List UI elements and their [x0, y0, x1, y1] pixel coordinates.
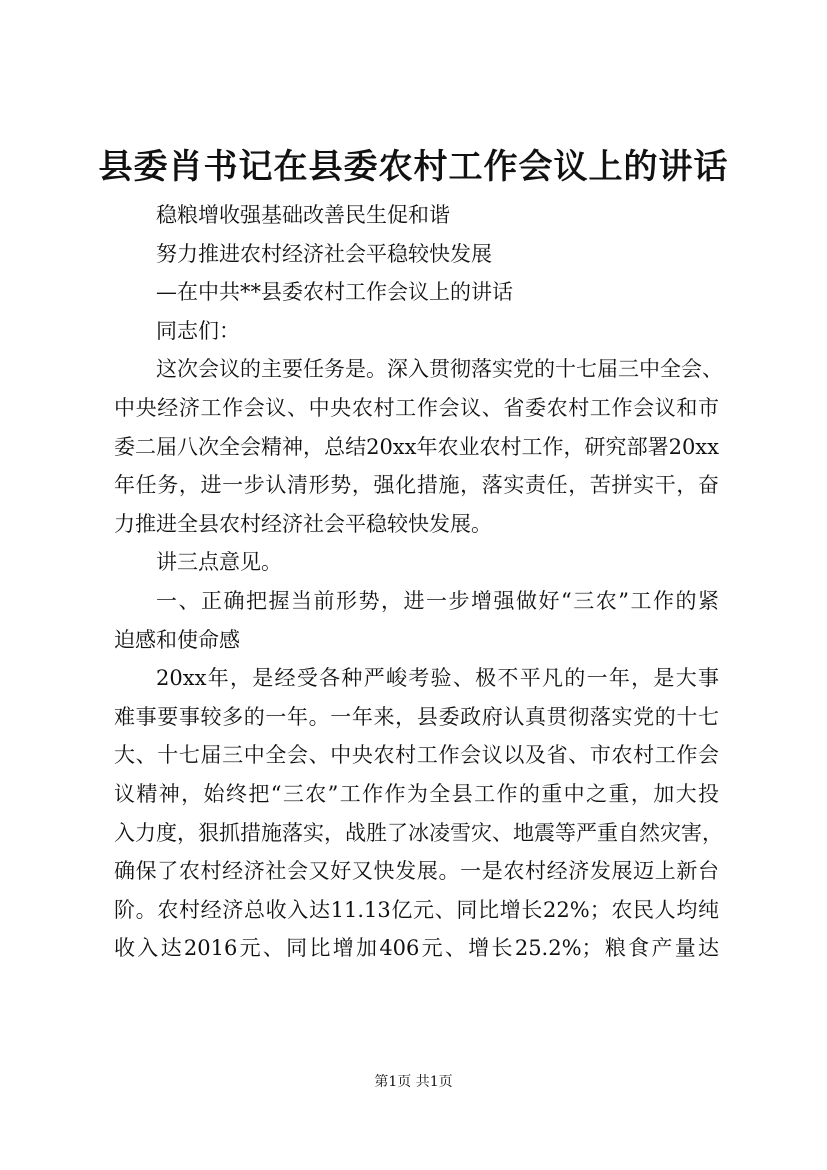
paragraph-line: 这次会议的主要任务是。深入贯彻落实党的十七届三中全会、	[156, 357, 723, 382]
subtitle-line-2: 努力推进农村经济社会平稳较快发展	[156, 241, 492, 266]
paragraph-line: 难事要事较多的一年。一年来，县委政府认真贯彻落实党的十七	[114, 704, 719, 729]
paragraph-line: 阶。农村经济总收入达11.13亿元、同比增长22%；农民人均纯	[114, 897, 719, 922]
subtitle-line-3: —在中共**县委农村工作会议上的讲话	[156, 280, 513, 305]
paragraph-line: 年任务，进一步认清形势，强化措施，落实责任，苦拼实干，奋	[114, 473, 719, 498]
paragraph-line: 入力度，狠抓措施落实，战胜了冰凌雪灾、地震等严重自然灾害，	[114, 820, 723, 845]
paragraph-line: 力推进全县农村经济社会平稳较快发展。	[114, 511, 492, 536]
paragraph-line: 中央经济工作会议、中央农村工作会议、省委农村工作会议和市	[114, 395, 719, 420]
paragraph-line: 委二届八次全会精神，总结20xx年农业农村工作，研究部署20xx	[114, 434, 719, 459]
document-body	[114, 196, 723, 968]
paragraph-line: 议精神，始终把“三农”工作作为全县工作的重中之重，加大投	[114, 781, 719, 806]
paragraph-line: 20xx年，是经受各种严峻考验、极不平凡的一年，是大事	[156, 666, 719, 691]
paragraph-line: 确保了农村经济社会又好又快发展。一是农村经济发展迈上新台	[114, 859, 719, 884]
paragraph-line: 收入达2016元、同比增加406元、增长25.2%；粮食产量达	[114, 936, 719, 961]
paragraph-line: 大、十七届三中全会、中央农村工作会议以及省、市农村工作会	[114, 743, 719, 768]
paragraph-line: 讲三点意见。	[156, 550, 282, 575]
document-title: 县委肖书记在县委农村工作会议上的讲话	[98, 147, 729, 187]
section-heading-line: 迫感和使命感	[114, 627, 240, 652]
section-heading-line: 一、正确把握当前形势，进一步增强做好“三农”工作的紧	[156, 588, 719, 613]
salutation: 同志们：	[156, 318, 240, 343]
subtitle-line-1: 稳粮增收强基础改善民生促和谐	[156, 203, 450, 227]
page-footer: 第1页 共1页	[374, 1074, 453, 1090]
